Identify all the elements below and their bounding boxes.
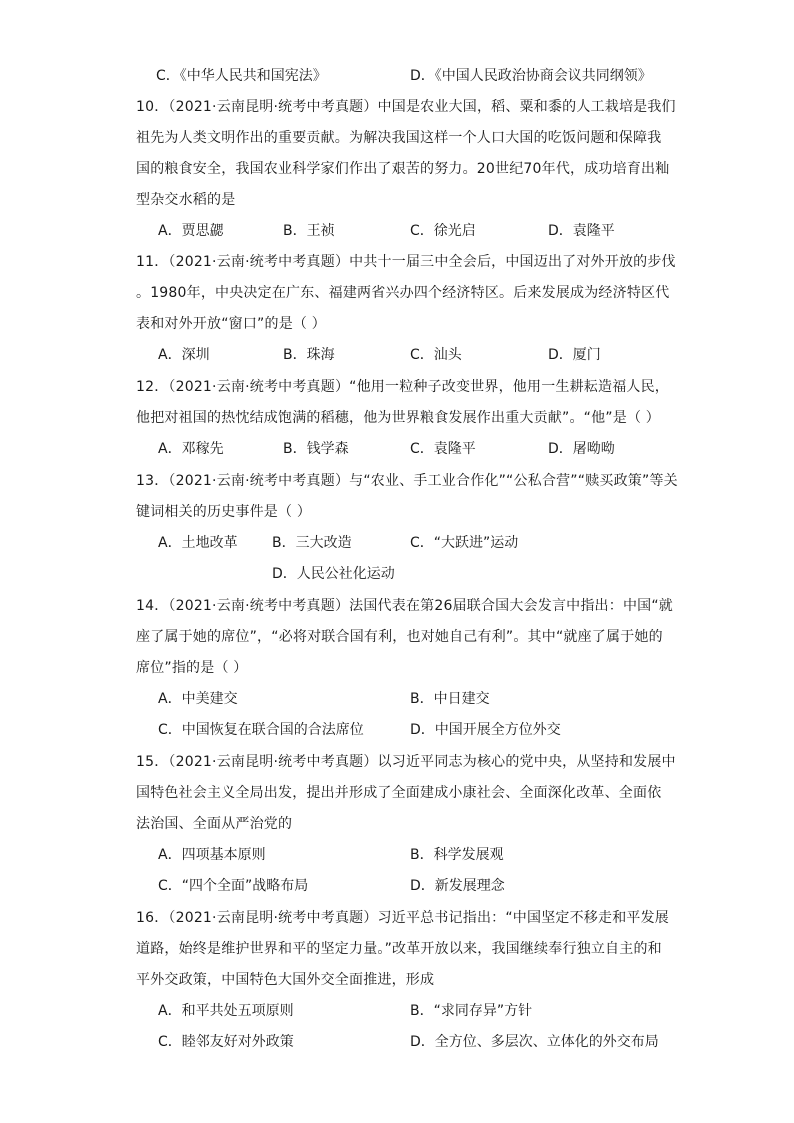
q16-option-c[interactable]: C．睦邻友好对外政策 [158, 1034, 294, 1050]
q12-option-b[interactable]: B．钱学森 [283, 441, 349, 457]
q10-option-a[interactable]: A．贾思勰 [158, 223, 224, 239]
q15-option-b[interactable]: B．科学发展观 [410, 847, 504, 863]
q16-stem-line-1: 16．（2021·云南昆明·统考中考真题）习近平总书记指出：“中国坚定不移走和平发展 [136, 910, 669, 926]
q11-option-b[interactable]: B．珠海 [283, 347, 335, 363]
q11-stem-line-3: 表和对外开放“窗口”的是（ ） [136, 316, 326, 332]
q15-stem-line-3: 法治国、全面从严治党的 [136, 816, 293, 832]
q10-stem-line-2: 祖先为人类文明作出的重要贡献。为解决我国这样一个人口大国的吃饭问题和保障我 [136, 130, 662, 146]
q10-option-c[interactable]: C．徐光启 [410, 223, 476, 239]
q14-option-d[interactable]: D．中国开展全方位外交 [410, 722, 561, 738]
q16-option-d[interactable]: D．全方位、多层次、立体化的外交布局 [410, 1034, 659, 1050]
q11-option-d[interactable]: D．厦门 [548, 347, 601, 363]
q9-option-d[interactable]: D．《中国人民政治协商会议共同纲领》 [410, 68, 652, 84]
q15-stem-line-1: 15．（2021·云南昆明·统考中考真题）以习近平同志为核心的党中央，从坚持和发展中 [136, 754, 676, 770]
q16-option-a[interactable]: A．和平共处五项原则 [158, 1003, 294, 1019]
q16-stem-line-3: 平外交政策，中国特色大国外交全面推进，形成 [136, 972, 435, 988]
q12-option-d[interactable]: D．屠呦呦 [548, 441, 615, 457]
q15-stem-line-2: 国特色社会主义全局出发，提出并形成了全面建成小康社会、全面深化改革、全面依 [136, 785, 662, 801]
q10-option-d[interactable]: D．袁隆平 [548, 223, 615, 239]
q13-stem-line-1: 13．（2021·云南·统考中考真题）与“农业、手工业合作化”“公私合营”“赎买政策”等关 [136, 473, 678, 489]
q13-option-d[interactable]: D．人民公社化运动 [272, 566, 395, 582]
q9-option-c[interactable]: C．《中华人民共和国宪法》 [156, 68, 327, 84]
q13-stem-line-2: 键词相关的历史事件是（ ） [136, 504, 312, 520]
q12-stem-line-1: 12．（2021·云南·统考中考真题）“他用一粒种子改变世界，他用一生耕耘造福人民， [136, 379, 669, 395]
q11-option-a[interactable]: A．深圳 [158, 347, 210, 363]
q14-option-a[interactable]: A．中美建交 [158, 691, 238, 707]
q15-option-d[interactable]: D．新发展理念 [410, 878, 505, 894]
q16-stem-line-2: 道路，始终是维护世界和平的坚定力量。”改革开放以来，我国继续奉行独立自主的和 [136, 941, 662, 957]
q13-option-a[interactable]: A．土地改革 [158, 535, 238, 551]
q15-option-c[interactable]: C．“四个全面”战略布局 [158, 878, 309, 894]
q10-stem-line-1: 10．（2021·云南昆明·统考中考真题）中国是农业大国，稻、粟和黍的人工栽培是我们 [136, 99, 676, 115]
q10-stem-line-4: 型杂交水稻的是 [136, 192, 236, 208]
q12-option-a[interactable]: A．邓稼先 [158, 441, 224, 457]
q15-option-a[interactable]: A．四项基本原则 [158, 847, 266, 863]
q14-option-c[interactable]: C．中国恢复在联合国的合法席位 [158, 722, 364, 738]
q13-option-c[interactable]: C．“大跃进”运动 [410, 535, 519, 551]
q14-stem-line-1: 14．（2021·云南·统考中考真题）法国代表在第26届联合国大会发言中指出：中国“就 [136, 598, 674, 614]
q14-stem-line-2: 座了属于她的席位”，“必将对联合国有利，也对她自己有利”。其中“就座了属于她的 [136, 629, 663, 645]
q14-stem-line-3: 席位”指的是（ ） [136, 660, 248, 676]
q12-option-c[interactable]: C．袁隆平 [410, 441, 476, 457]
q13-option-b[interactable]: B．三大改造 [272, 535, 352, 551]
q16-option-b[interactable]: B．“求同存异”方针 [410, 1003, 533, 1019]
q10-option-b[interactable]: B．王祯 [283, 223, 335, 239]
q12-stem-line-2: 他把对祖国的热忱结成饱满的稻穗，他为世界粮食发展作出重大贡献”。“他”是（ ） [136, 410, 661, 426]
q11-option-c[interactable]: C．汕头 [410, 347, 462, 363]
q11-stem-line-1: 11．（2021·云南·统考中考真题）中共十一届三中全会后，中国迈出了对外开放的步伐 [136, 254, 676, 270]
q11-stem-line-2: 。1980年，中央决定在广东、福建两省兴办四个经济特区。后来发展成为经济特区代 [136, 285, 670, 301]
q14-option-b[interactable]: B．中日建交 [410, 691, 490, 707]
q10-stem-line-3: 国的粮食安全，我国农业科学家们作出了艰苦的努力。20世纪70年代，成功培育出籼 [136, 161, 670, 177]
